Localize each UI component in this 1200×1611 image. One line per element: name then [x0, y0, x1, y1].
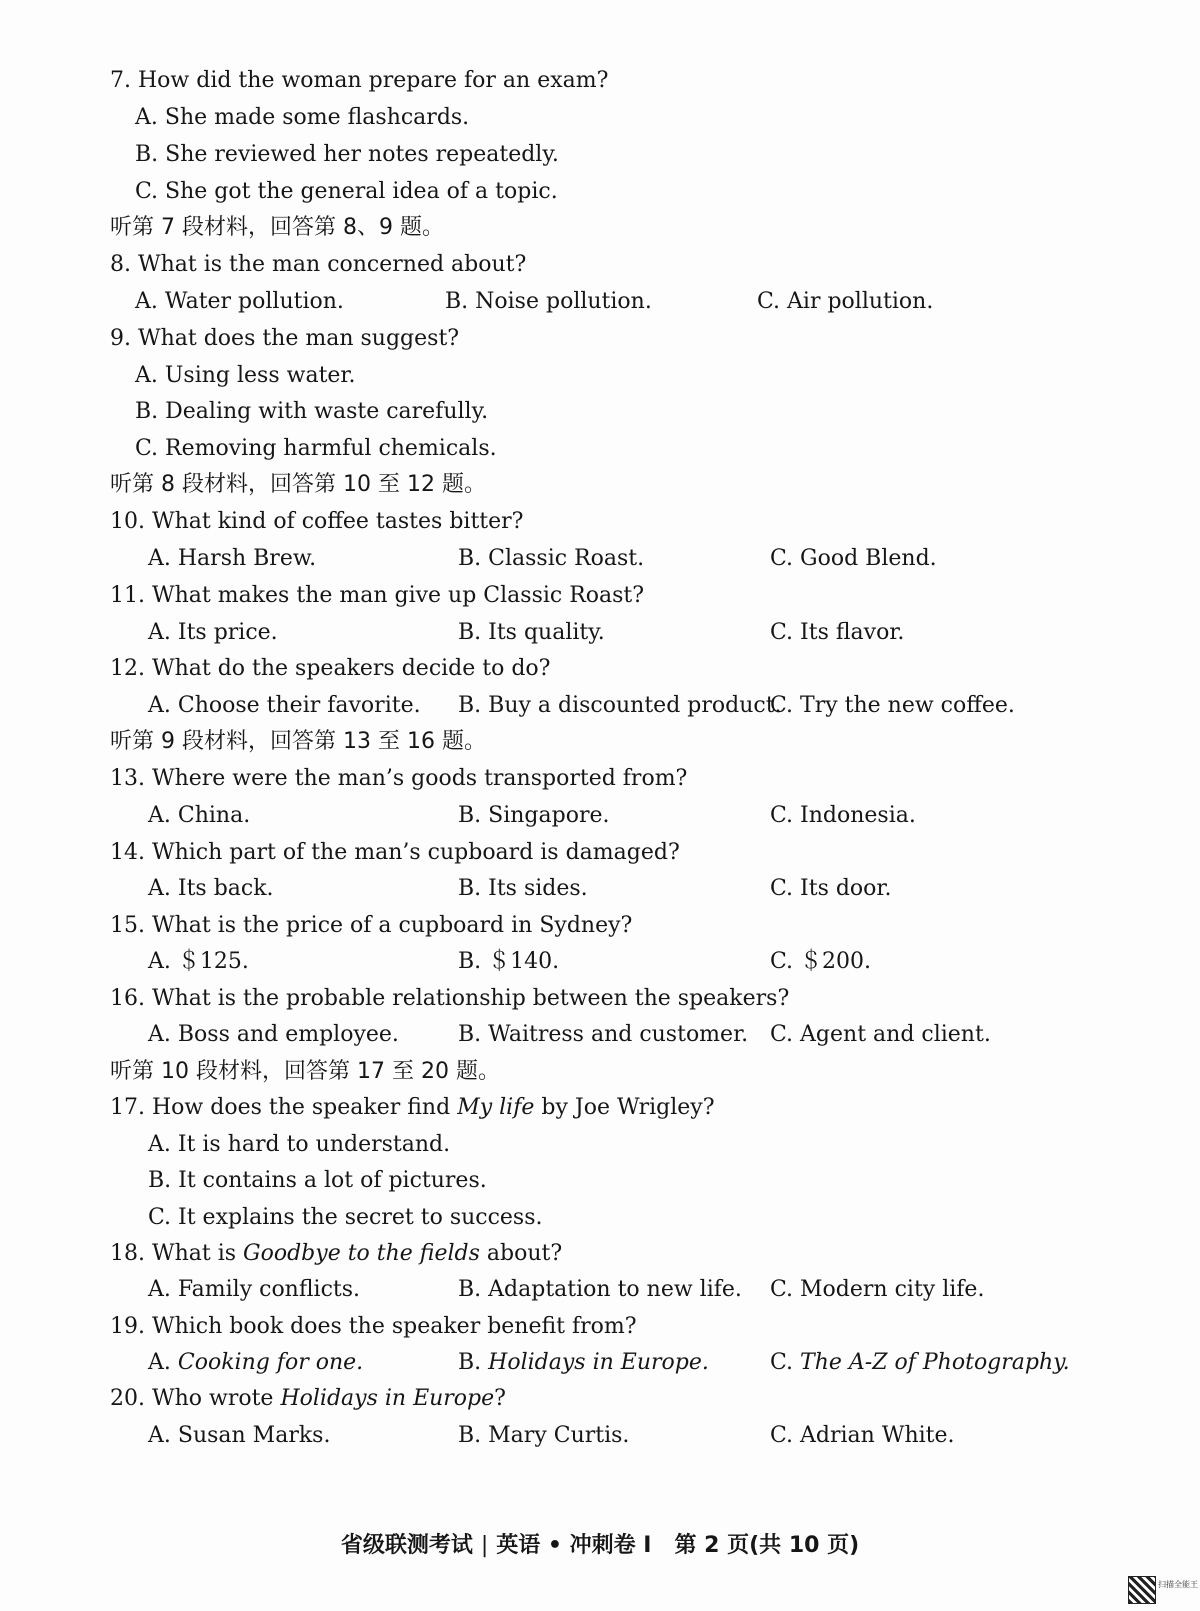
section-heading-10: 听第 10 段材料，回答第 17 至 20 题。	[110, 1059, 500, 1084]
option-19c: C. The A-Z of Photography.	[770, 1350, 1070, 1375]
scanner-watermark: 扫描全能王	[1158, 1580, 1198, 1589]
option-19a: A. Cooking for one.	[148, 1350, 364, 1375]
option-8a: A. Water pollution.	[135, 289, 344, 314]
option-13a: A. China.	[148, 803, 251, 828]
option-9c: C. Removing harmful chemicals.	[135, 436, 497, 461]
option-18b: B. Adaptation to new life.	[458, 1277, 742, 1302]
book-title: Holidays in Europe	[280, 1386, 495, 1411]
option-11c: C. Its flavor.	[770, 620, 905, 645]
question-10: 10. What kind of coffee tastes bitter?	[110, 509, 524, 534]
option-18c: C. Modern city life.	[770, 1277, 985, 1302]
book-title: My life	[457, 1095, 535, 1120]
option-17b: B. It contains a lot of pictures.	[148, 1168, 487, 1193]
option-15a: A. ＄125.	[148, 949, 249, 974]
question-7: 7. How did the woman prepare for an exam?	[110, 68, 609, 93]
option-14b: B. Its sides.	[458, 876, 588, 901]
option-11b: B. Its quality.	[458, 620, 605, 645]
footer-subject: 英语 • 冲刺卷 Ⅰ	[496, 1533, 652, 1558]
option-14a: A. Its back.	[148, 876, 274, 901]
option-12a: A. Choose their favorite.	[148, 693, 421, 718]
section-heading-7: 听第 7 段材料，回答第 8、9 题。	[110, 215, 444, 240]
option-17a: A. It is hard to understand.	[148, 1132, 451, 1157]
option-10a: A. Harsh Brew.	[148, 546, 317, 571]
option-20b: B. Mary Curtis.	[458, 1423, 630, 1448]
option-15b: B. ＄140.	[458, 949, 560, 974]
option-15c: C. ＄200.	[770, 949, 872, 974]
option-12c: C. Try the new coffee.	[770, 693, 1015, 718]
question-11: 11. What makes the man give up Classic Roast?	[110, 583, 645, 608]
option-14c: C. Its door.	[770, 876, 892, 901]
option-16a: A. Boss and employee.	[148, 1022, 399, 1047]
option-7c: C. She got the general idea of a topic.	[135, 179, 558, 204]
option-16c: C. Agent and client.	[770, 1022, 991, 1047]
question-8: 8. What is the man concerned about?	[110, 252, 527, 277]
question-12: 12. What do the speakers decide to do?	[110, 656, 551, 681]
option-9a: A. Using less water.	[135, 363, 356, 388]
option-10c: C. Good Blend.	[770, 546, 937, 571]
option-7b: B. She reviewed her notes repeatedly.	[135, 142, 559, 167]
qr-code-icon	[1128, 1576, 1156, 1604]
option-20c: C. Adrian White.	[770, 1423, 955, 1448]
option-18a: A. Family conflicts.	[148, 1277, 361, 1302]
option-8b: B. Noise pollution.	[445, 289, 652, 314]
option-16b: B. Waitress and customer.	[458, 1022, 749, 1047]
question-19: 19. Which book does the speaker benefit from?	[110, 1314, 637, 1339]
option-9b: B. Dealing with waste carefully.	[135, 399, 489, 424]
option-11a: A. Its price.	[148, 620, 278, 645]
option-8c: C. Air pollution.	[757, 289, 934, 314]
option-7a: A. She made some flashcards.	[135, 105, 470, 130]
option-17c: C. It explains the secret to success.	[148, 1205, 543, 1230]
option-12b: B. Buy a discounted product.	[458, 693, 782, 718]
section-heading-9: 听第 9 段材料，回答第 13 至 16 题。	[110, 729, 486, 754]
section-heading-8: 听第 8 段材料，回答第 10 至 12 题。	[110, 472, 486, 497]
question-16: 16. What is the probable relationship between the speakers?	[110, 986, 790, 1011]
question-20: 20. Who wrote Holidays in Europe?	[110, 1386, 506, 1411]
question-14: 14. Which part of the man’s cupboard is damaged?	[110, 840, 680, 865]
footer-exam: 省级联测考试	[340, 1533, 473, 1558]
question-13: 13. Where were the man’s goods transported from?	[110, 766, 688, 791]
question-15: 15. What is the price of a cupboard in Sydney?	[110, 913, 633, 938]
question-17: 17. How does the speaker find My life by Joe Wrigley?	[110, 1095, 715, 1120]
book-title: Goodbye to the fields	[243, 1241, 480, 1266]
option-10b: B. Classic Roast.	[458, 546, 645, 571]
footer-page: 第 2 页(共 10 页)	[674, 1533, 860, 1558]
option-19b: B. Holidays in Europe.	[458, 1350, 709, 1375]
question-9: 9. What does the man suggest?	[110, 326, 460, 351]
option-13c: C. Indonesia.	[770, 803, 916, 828]
option-13b: B. Singapore.	[458, 803, 610, 828]
option-20a: A. Susan Marks.	[148, 1423, 331, 1448]
page-footer: 省级联测考试 | 英语 • 冲刺卷 Ⅰ 第 2 页(共 10 页)	[340, 1533, 860, 1558]
question-18: 18. What is Goodbye to the fields about?	[110, 1241, 563, 1266]
